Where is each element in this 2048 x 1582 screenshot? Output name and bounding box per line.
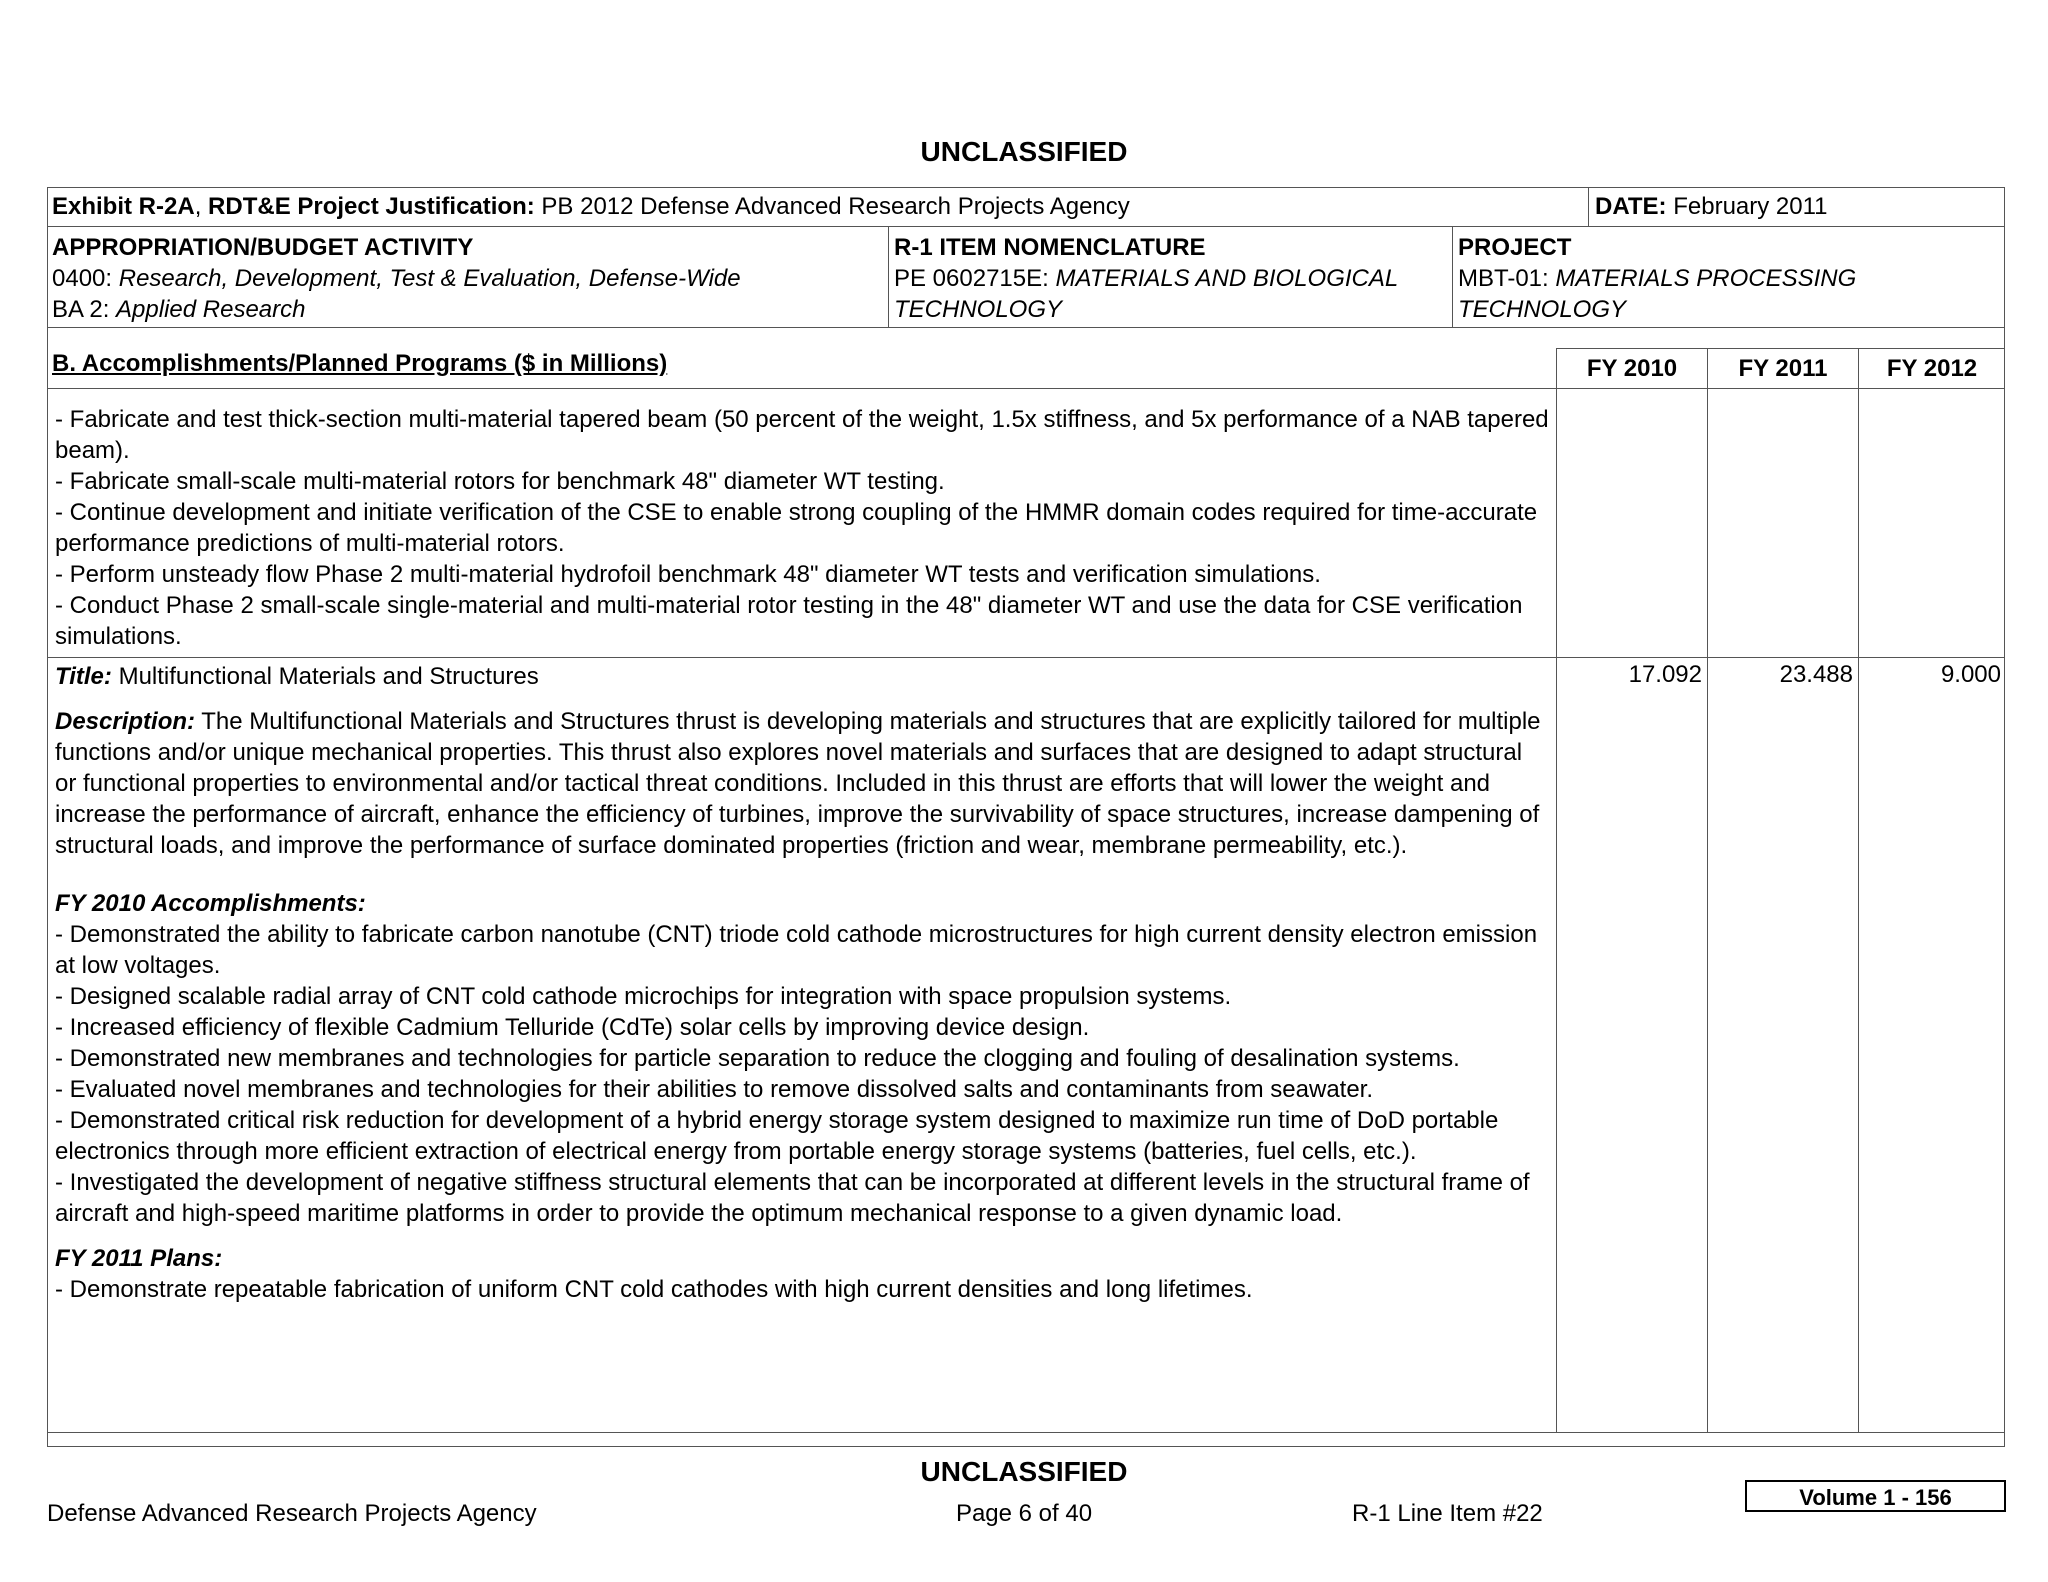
- appropriation-text: Research, Development, Test & Evaluation, Defense-Wide: [118, 265, 741, 292]
- classification-top: UNCLASSIFIED: [920, 136, 1128, 167]
- list-item: - Perform unsteady flow Phase 2 multi-material hydrofoil benchmark 48" diameter WT tests and verification simulations.: [55, 561, 1321, 588]
- table-bottom-divider: [47, 1432, 2005, 1433]
- appropriation-line-1: [52, 263, 888, 294]
- appropriation-code: 0400:: [52, 265, 119, 292]
- list-item: - Increased efficiency of flexible Cadmium Telluride (CdTe) solar cells by improving device design.: [55, 1014, 1090, 1041]
- fy-2011-header: FY 2011: [1707, 348, 1858, 388]
- continued-items: [55, 404, 1550, 652]
- classification-bottom: UNCLASSIFIED: [920, 1456, 1128, 1487]
- list-item: - Evaluated novel membranes and technologies for their abilities to remove dissolved salts and contaminants from seawater.: [55, 1076, 1374, 1103]
- appropriation-cell: [47, 227, 888, 327]
- nomenclature-line-1: [894, 263, 1452, 294]
- nomenclature-cell: [888, 227, 1452, 327]
- date-label: DATE:: [1595, 193, 1667, 220]
- program-title: [55, 661, 1550, 692]
- title-value: Multifunctional Materials and Structures: [111, 663, 539, 690]
- appropriation-label: APPROPRIATION/BUDGET ACTIVITY: [52, 234, 474, 261]
- volume-box: Volume 1 - 156: [1745, 1480, 2006, 1512]
- date-cell: [1588, 187, 2005, 227]
- title-label: Title:: [55, 663, 112, 690]
- budget-activity-text: Applied Research: [116, 296, 306, 323]
- footer-line-item: R-1 Line Item #22: [1352, 1500, 1543, 1527]
- program-description: [55, 706, 1550, 861]
- table-row-divider: [47, 657, 2005, 658]
- project-cell: [1452, 227, 2005, 327]
- fy-2010-value: 17.092: [1628, 661, 1702, 688]
- justification-value: PB 2012 Defense Advanced Research Projects Agency: [534, 193, 1130, 220]
- list-item: - Demonstrated new membranes and technologies for particle separation to reduce the clogging and fouling of desalination systems.: [55, 1045, 1460, 1072]
- project-code: MBT-01:: [1458, 265, 1556, 292]
- section-title: B. Accomplishments/Planned Programs ($ in Millions): [52, 350, 668, 377]
- budget-activity-code: BA 2:: [52, 296, 117, 323]
- nomenclature-line-2: TECHNOLOGY: [894, 296, 1063, 323]
- list-item: - Demonstrate repeatable fabrication of uniform CNT cold cathodes with high current densities and long lifetimes.: [55, 1276, 1253, 1303]
- table-header-divider: [47, 388, 2005, 389]
- exhibit-title: [52, 193, 1130, 221]
- budget-activity-line: [52, 294, 888, 325]
- exhibit-label: Exhibit R-2A: [52, 193, 195, 220]
- column-divider: [1707, 388, 1708, 1432]
- list-item: - Demonstrated the ability to fabricate carbon nanotube (CNT) triode cold cathode microstructures for high current density electron emission at low voltages.: [55, 921, 1538, 979]
- fy2010-heading: FY 2010 Accomplishments:: [55, 890, 366, 917]
- nomenclature-label: R-1 ITEM NOMENCLATURE: [894, 234, 1206, 261]
- list-item: - Demonstrated critical risk reduction for development of a hybrid energy storage system designed to maximize run time of DoD portable electronics through more efficient extraction of electrical energy from portable energy storage systems (batteries, fuel cells, etc.).: [55, 1107, 1499, 1165]
- exhibit-separator: ,: [194, 193, 209, 220]
- fy-2011-value: 23.488: [1779, 661, 1853, 688]
- program-block: [55, 661, 1550, 1305]
- list-item: - Continue development and initiate verification of the CSE to enable strong coupling of the HMMR domain codes required for time-accurate performance predictions of multi-material rotors.: [55, 499, 1538, 557]
- nomenclature-text: MATERIALS AND BIOLOGICAL: [1055, 265, 1399, 292]
- fy-2010-header: FY 2010: [1556, 348, 1707, 388]
- fy-2012-header: FY 2012: [1858, 348, 2005, 388]
- nomenclature-code: PE 0602715E:: [894, 265, 1056, 292]
- project-text: MATERIALS PROCESSING: [1555, 265, 1857, 292]
- footer-agency: Defense Advanced Research Projects Agency: [47, 1500, 537, 1527]
- column-divider: [1858, 388, 1859, 1432]
- list-item: - Fabricate and test thick-section multi-material tapered beam (50 percent of the weight, 1.5x stiffness, and 5x performance of a NAB tapered beam).: [55, 406, 1549, 464]
- fy-2012-value: 9.000: [1940, 661, 2001, 688]
- footer-page-number: Page 6 of 40: [955, 1500, 1093, 1527]
- description-text: The Multifunctional Materials and Structures thrust is developing materials and structures that are explicitly tailored for multiple functions and/or unique mechanical properties. This thrust also explores novel materials and surfaces that are designed to adapt structural or functional properties to environmental and/or tactical threat conditions. Included in this thrust are efforts that will lower the weight and increase the performance of aircraft, enhance the efficiency of turbines, improve the survivability of space structures, increase dampening of structural loads, and improve the performance of surface dominated properties (friction and wear, membrane permeability, etc.).: [55, 708, 1541, 859]
- list-item: - Designed scalable radial array of CNT cold cathode microchips for integration with space propulsion systems.: [55, 983, 1232, 1010]
- exhibit-info-row: [47, 227, 2005, 328]
- justification-label: RDT&E Project Justification:: [208, 193, 535, 220]
- exhibit-header-row: [47, 187, 2005, 227]
- list-item: - Investigated the development of negative stiffness structural elements that can be incorporated at different levels in the structural frame of aircraft and high-speed maritime platforms in order to provide the optimum mechanical response to a given dynamic load.: [55, 1169, 1530, 1227]
- fy2011-heading: FY 2011 Plans:: [55, 1245, 223, 1272]
- project-line-1: [1458, 263, 2005, 294]
- list-item: - Fabricate small-scale multi-material rotors for benchmark 48" diameter WT testing.: [55, 468, 945, 495]
- project-line-2: TECHNOLOGY: [1458, 296, 1627, 323]
- column-divider: [1556, 388, 1557, 1432]
- description-label: Description:: [55, 708, 196, 735]
- date-value: February 2011: [1666, 193, 1828, 220]
- list-item: - Conduct Phase 2 small-scale single-material and multi-material rotor testing in the 48" diameter WT and use the data for CSE verification simulations.: [55, 592, 1523, 650]
- project-label: PROJECT: [1458, 234, 1572, 261]
